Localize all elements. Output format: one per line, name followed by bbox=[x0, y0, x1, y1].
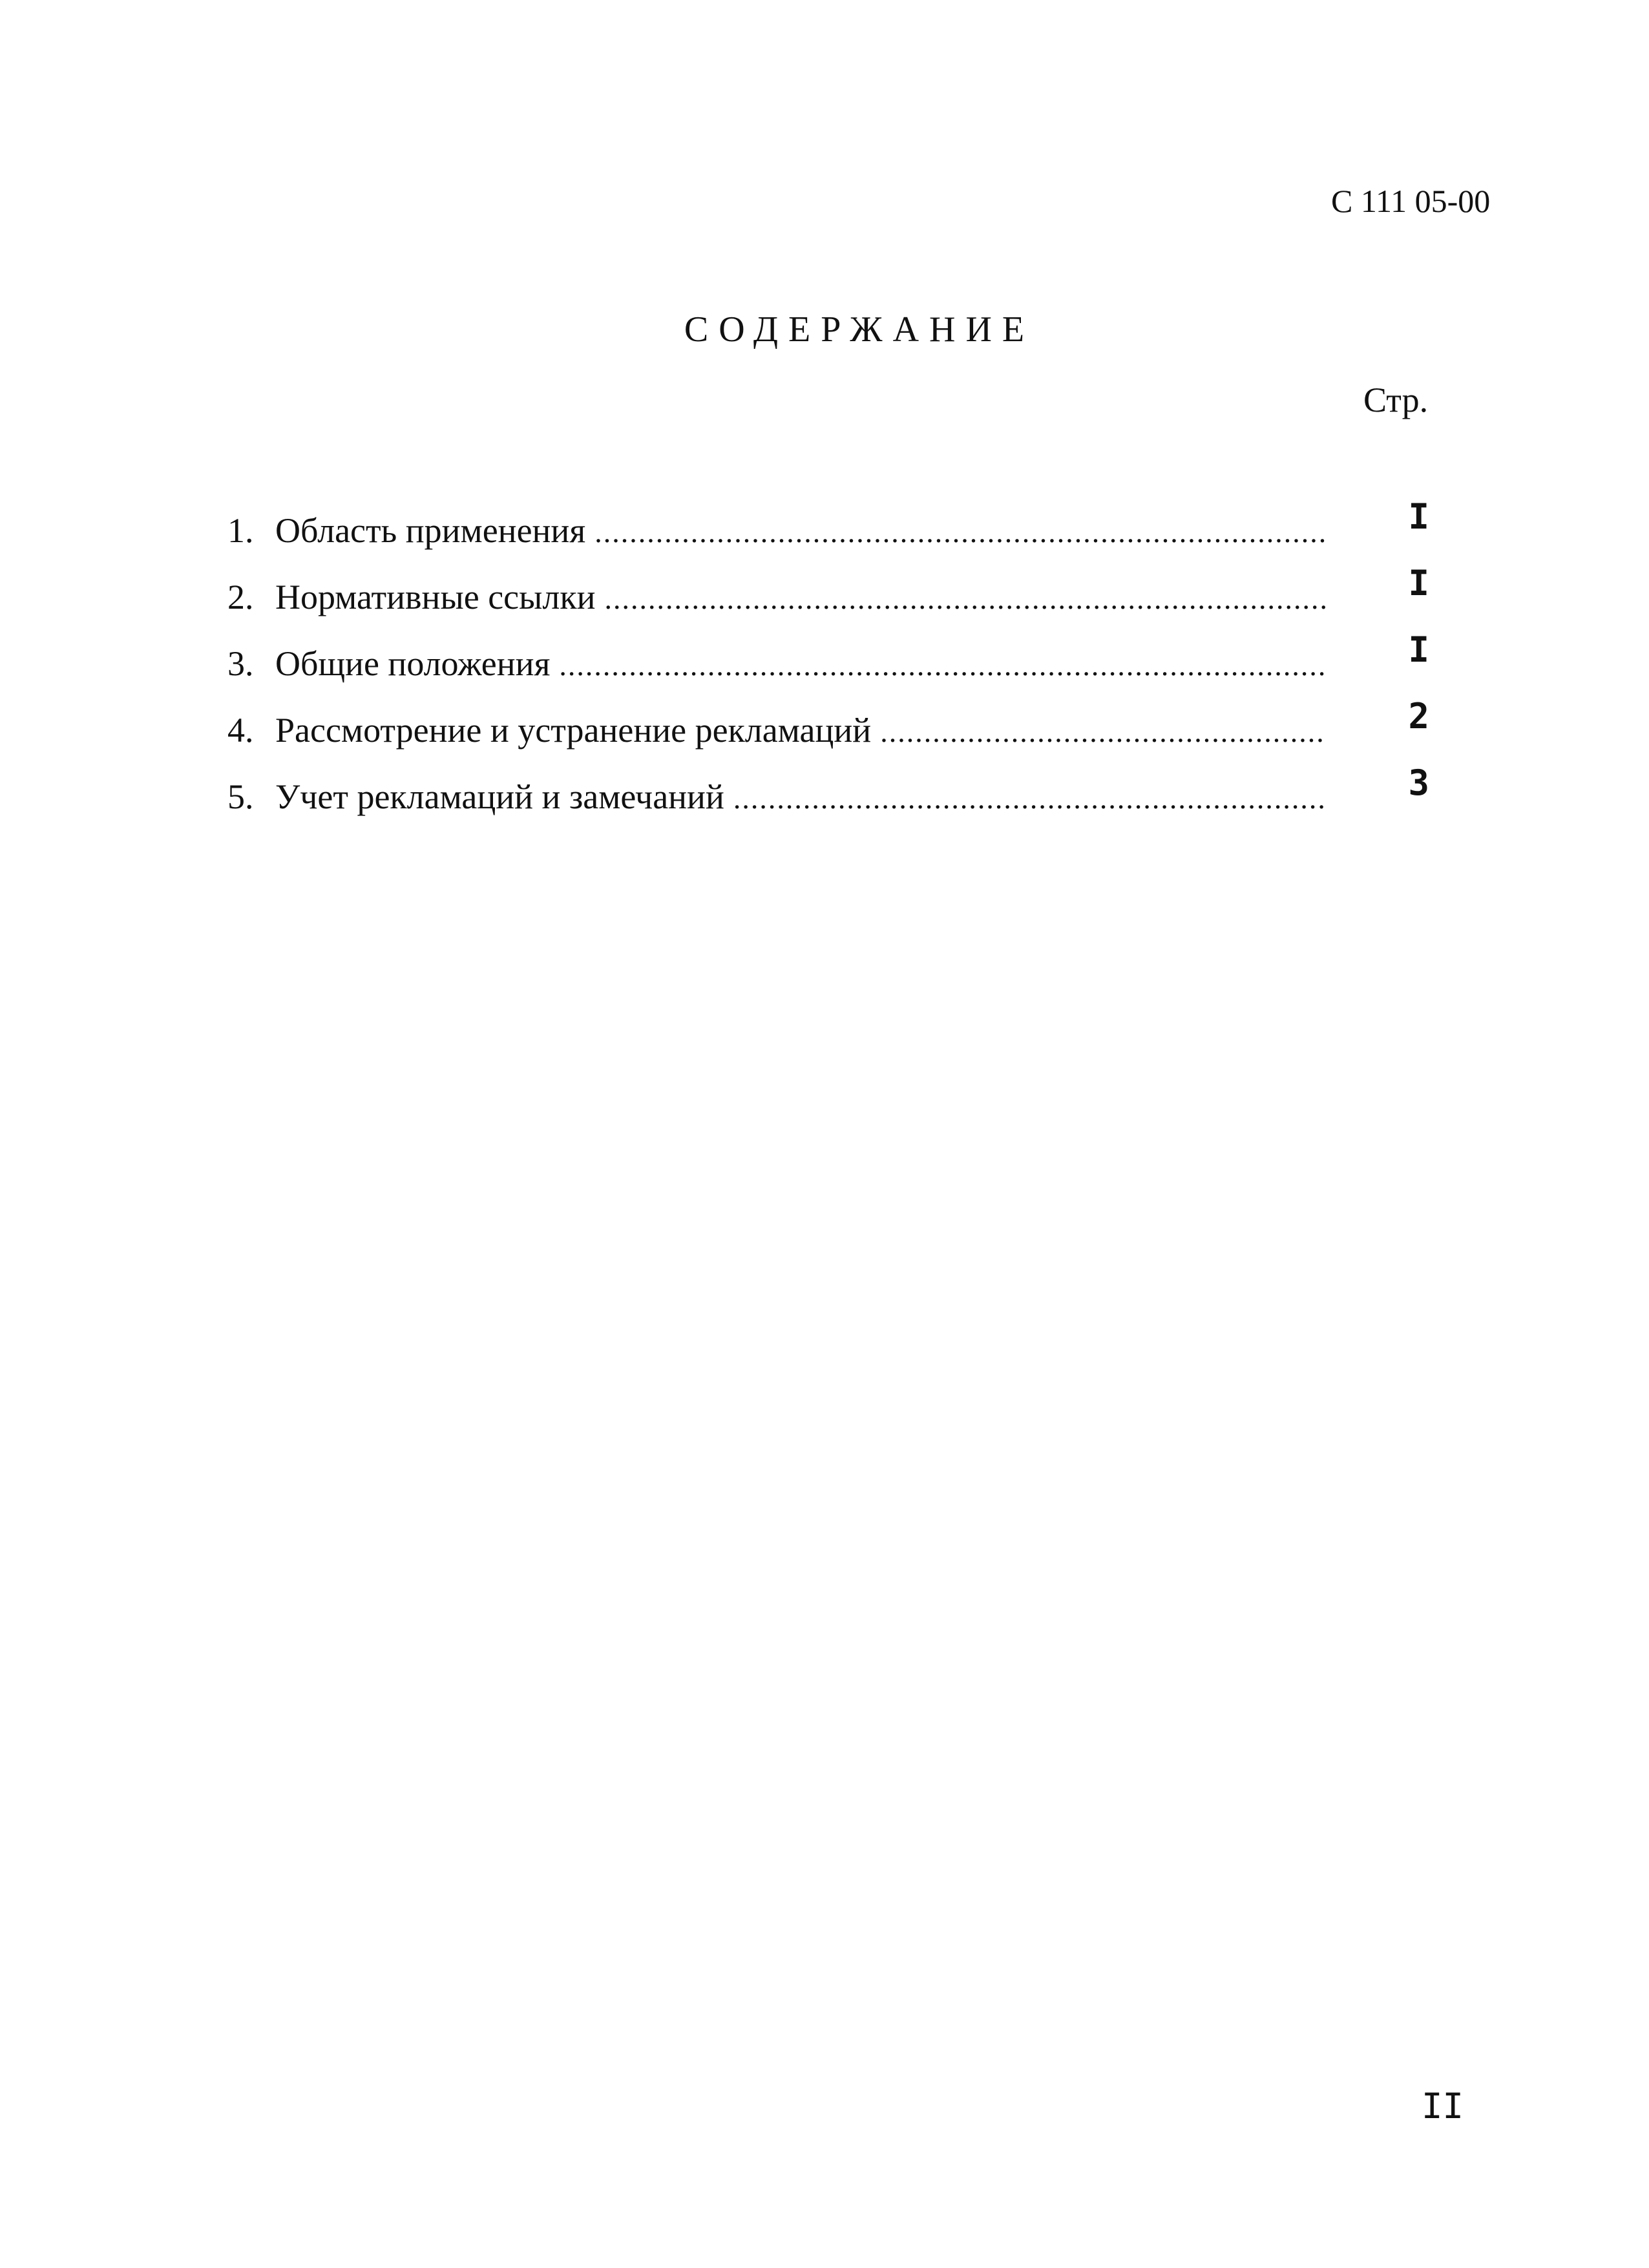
toc-entry-page: I bbox=[1408, 629, 1429, 670]
page-column-label: Стр. bbox=[1363, 381, 1429, 419]
toc-entry-4 bbox=[227, 697, 1449, 764]
dot-leader bbox=[594, 499, 1326, 565]
toc-entry-page: I bbox=[1408, 563, 1429, 604]
toc-entry-number: 5. bbox=[227, 777, 254, 816]
toc-title: СОДЕРЖАНИЕ bbox=[684, 310, 1035, 350]
toc-entry-number: 4. bbox=[227, 711, 254, 750]
dot-leader bbox=[733, 765, 1326, 832]
toc-entry-title: Рассмотрение и устранение рекламаций bbox=[275, 711, 872, 750]
toc-entry-5 bbox=[227, 764, 1449, 830]
toc-entry-2 bbox=[227, 564, 1449, 631]
toc-entry-number: 3. bbox=[227, 644, 254, 683]
dot-leader bbox=[880, 698, 1326, 765]
toc-entry-page: I bbox=[1408, 496, 1429, 537]
page-number: II bbox=[1422, 2086, 1464, 2126]
toc-entry-1 bbox=[227, 498, 1449, 564]
toc-entry-3 bbox=[227, 631, 1449, 697]
toc-entry-title: Область применения bbox=[275, 511, 586, 550]
toc-entry-title: Нормативные ссылки bbox=[275, 578, 596, 616]
toc-entry-page: 2 bbox=[1408, 696, 1429, 737]
toc-entry-number: 1. bbox=[227, 511, 254, 550]
toc-entry-page: 3 bbox=[1408, 762, 1429, 803]
toc-entry-title: Общие положения bbox=[275, 644, 551, 683]
dot-leader bbox=[559, 632, 1326, 698]
toc-entry-title: Учет рекламаций и замечаний bbox=[275, 777, 724, 816]
document-code: С 111 05-00 bbox=[1331, 183, 1491, 219]
dot-leader bbox=[605, 565, 1327, 632]
toc-entry-number: 2. bbox=[227, 578, 254, 616]
table-of-contents bbox=[227, 498, 1449, 830]
